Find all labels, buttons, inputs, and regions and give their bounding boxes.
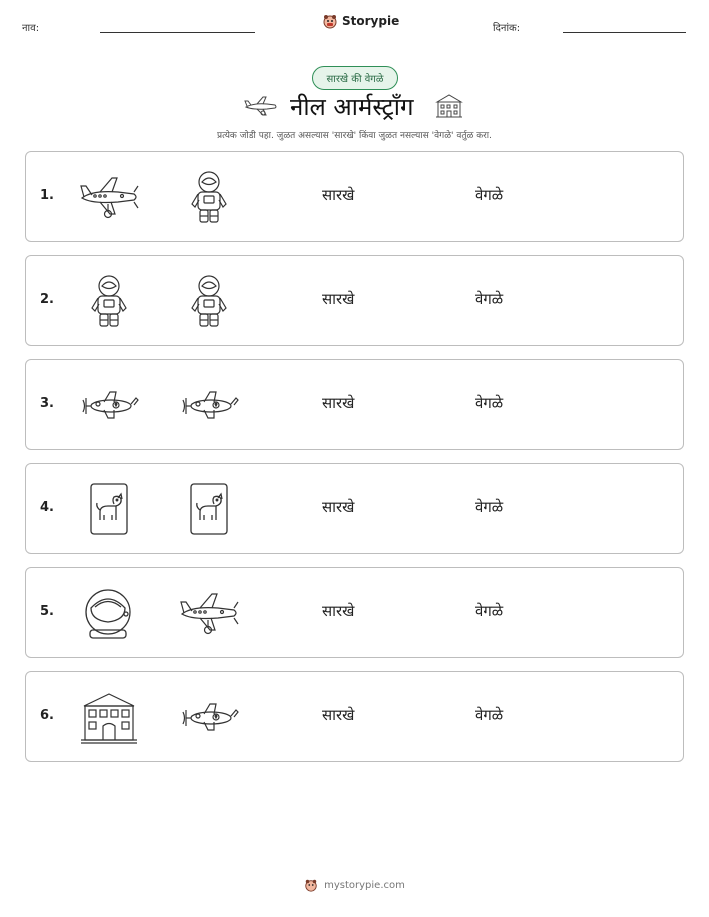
brand: [322, 13, 399, 29]
airplane-icon: [78, 170, 140, 226]
footer-site: mystorypie.com: [324, 879, 405, 891]
propeller-plane-icon: [178, 690, 240, 746]
question-row: [25, 151, 684, 242]
storypie-logo-icon: [304, 878, 318, 892]
airplane-icon: [243, 94, 279, 118]
option-same[interactable]: सारखे: [322, 498, 355, 516]
option-different[interactable]: वेगळे: [475, 186, 504, 204]
propeller-plane-icon: [178, 378, 240, 434]
question-number: 4.: [40, 500, 54, 515]
question-number: 3.: [40, 396, 54, 411]
option-different[interactable]: वेगळे: [475, 498, 504, 516]
option-same[interactable]: सारखे: [322, 602, 355, 620]
question-number: 1.: [40, 188, 54, 203]
page-header: [0, 0, 709, 50]
question-row: [25, 359, 684, 450]
date-label: दिनांक:: [493, 23, 521, 34]
page-footer: [0, 878, 709, 892]
date-line: [563, 32, 686, 33]
name-line: [100, 32, 255, 33]
option-same[interactable]: सारखे: [322, 706, 355, 724]
school-building-icon: [435, 93, 463, 119]
option-different[interactable]: वेगळे: [475, 290, 504, 308]
instructions: प्रत्येक जोडी पहा. जुळत असल्यास 'सारखे' किंवा जुळत नसल्यास 'वेगळे' वर्तुळ करा.: [216, 131, 492, 141]
propeller-plane-icon: [78, 378, 140, 434]
airplane-icon: [178, 586, 240, 642]
worksheet-title: नील आर्मस्ट्राँग: [290, 93, 414, 121]
storypie-logo-icon: [322, 13, 338, 29]
option-same[interactable]: सारखे: [322, 394, 355, 412]
brand-name: Storypie: [342, 14, 400, 28]
dog-card-icon: [78, 482, 140, 538]
question-number: 2.: [40, 292, 54, 307]
option-different[interactable]: वेगळे: [475, 394, 504, 412]
name-label: नाव:: [22, 23, 40, 34]
astronaut-icon: [78, 274, 140, 330]
space-helmet-icon: [78, 586, 140, 642]
option-different[interactable]: वेगळे: [475, 706, 504, 724]
astronaut-icon: [178, 170, 240, 226]
question-row: [25, 255, 684, 346]
question-row: [25, 567, 684, 658]
option-same[interactable]: सारखे: [322, 290, 355, 308]
worksheet-tag: सारखे की वेगळे: [312, 66, 398, 90]
question-number: 6.: [40, 708, 54, 723]
title-row: [0, 88, 709, 124]
dog-card-icon: [178, 482, 240, 538]
question-number: 5.: [40, 604, 54, 619]
option-same[interactable]: सारखे: [322, 186, 355, 204]
option-different[interactable]: वेगळे: [475, 602, 504, 620]
question-row: [25, 463, 684, 554]
question-row: [25, 671, 684, 762]
school-building-icon: [78, 690, 140, 746]
astronaut-icon: [178, 274, 240, 330]
